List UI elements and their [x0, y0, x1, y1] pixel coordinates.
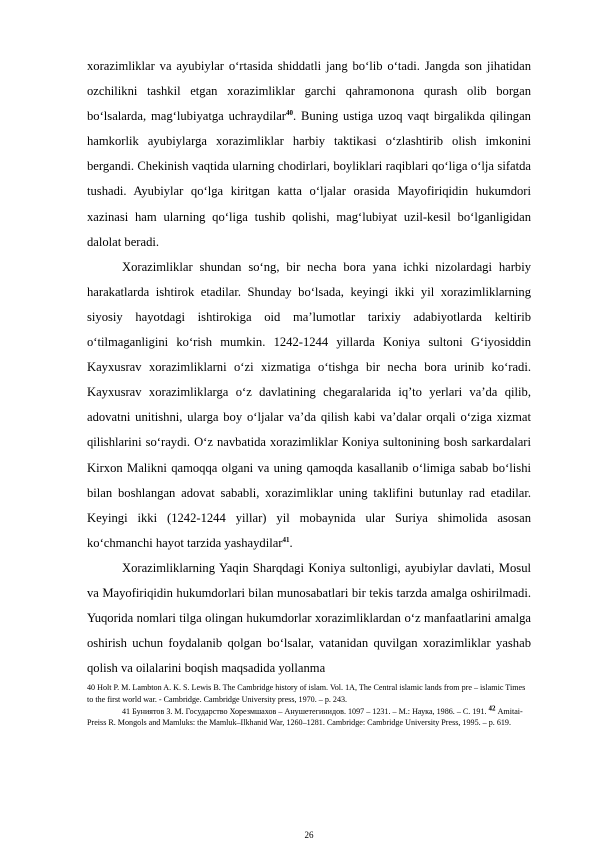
footnote-41: 41 Буниятов З. М. Государство Хорезмшахов – Анушетегинидов. 1097 – 1231. – М.: Наука, 1986. – С. 191.: [122, 706, 487, 716]
paragraph-3-text: Xorazimliklarning Yaqin Sharqdagi Koniya sultonligi, ayubiylar davlati, Mosul va Mayofiriqidin hukumdorlari bilan munosabatlari bir tekis tarzda amalga oshirilmadi. Yuqorida nomlari tilga olingan hukumdorlar xorazimliklardan o‘z manfaatlarini amalga oshirish uchun foydalanib qolgan bo‘lsalar, vatanidan quvilgan xorazimliklar yashab qolish va oilalarini boqish maqsadida yollanma: [87, 560, 531, 676]
paragraph-3: [87, 556, 531, 681]
paragraph-1-tail: . Buning ustiga uzoq vaqt birgalikda qilingan hamkorlik ayubiylarga xorazimliklar harbiy taktikasi o‘zlashtirib olish imkonini bergandi. Chekinish vaqtida ularning chodirlari, boyliklari raqiblari qo‘liga o‘lja sifatda tushadi. Ayubiylar qo‘lga kiritgan katta o‘ljalar orasida Mayofiriqidin hukumdori xazinasi ham ularning qo‘liga tushib qolishi, mag‘lubiyat uzil-kesil bo‘lganligidan dalolat beradi.: [87, 109, 531, 249]
footnote-ref-41: 41: [282, 535, 290, 544]
page-body: [87, 54, 531, 840]
paragraph-1: [87, 54, 531, 255]
footnote-42-marker: 42: [488, 703, 496, 712]
footnote-ref-40: 40: [285, 109, 293, 117]
paragraph-2: [87, 255, 531, 556]
paragraph-2-text: Xorazimliklar shundan so‘ng, bir necha bora yana ichki nizolardagi harbiy harakatlarda ishtirok etadilar. Shunday bo‘lsada, keyingi ikki yil xorazimliklarning siyosiy hayotdagi ishtirokiga oid ma’lumotlar tarixiy adabiyotlarda keltirib o‘tilmaganligini ko‘rish mumkin. 1242-1244 yillarda Koniya sultoni G‘iyosiddin Kayxusrav xorazimliklarni o‘zi xizmatiga o‘tishga bir necha bora urinib ko‘radi. Kayxusrav xorazimliklarga o‘z davlatining chegaralarida iq’to yerlari va’da qilib, adovatni unitishni, ularga boy o‘ljalar va’da qilish kabi va’dalar orqali o‘ziga xizmat qilishlarini so‘raydi. O‘z navbatida xorazimliklar Koniya sultonining bosh sarkardalari Kirxon Malikni qamoqqa olgani va uning qamoqda kasallanib o‘limiga sabab bo‘lishi bilan boshlangan adovat sababli, xorazimliklar uning taklifini butunlay rad etadilar. Keyingi ikki (1242-1244 yillar) yil mobaynida ular Suriya shimolida asosan ko‘chmanchi hayot tarzida yashaydilar: [87, 259, 531, 550]
page-number: 26: [304, 830, 314, 840]
footnote-40: 40 Holt P. M. Lambton A. K. S. Lewis B. The Cambridge history of islam. Vol. 1A, The Central islamic lands from pre – islamic Times to the first world war. - Cambridge. Cambridge University press, 1970. – p. 243.: [87, 683, 526, 704]
footnote-42: Amitai-Preiss R. Mongols and Mamluks: the Mamluk–Ilkhanid War, 1260–1281. Cambridge: Cambridge University Press, 1995. – p. 619.: [87, 706, 523, 728]
paragraph-1-text: xorazimliklar va ayubiylar o‘rtasida shiddatli jang bo‘lib o‘tadi. Jangda son jihatidan ozchilikni tashkil etgan xorazimliklar garchi qahramonona qurash olib borgan bo‘lsalarda, mag‘lubiyatga uchraydilar: [87, 59, 531, 124]
footnote-41-42: [87, 703, 531, 729]
footnotes: [87, 682, 531, 728]
paragraph-2-tail: .: [289, 535, 293, 550]
